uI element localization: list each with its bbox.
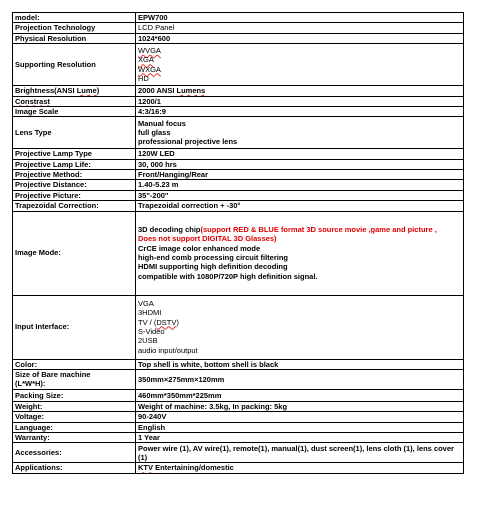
row-value: Front/Hanging/Rear bbox=[136, 170, 464, 180]
row-label: Supporting Resolution bbox=[13, 44, 136, 86]
row-label: Lens Type bbox=[13, 117, 136, 149]
row-label: model: bbox=[13, 13, 136, 23]
row-label: Physical Resolution bbox=[13, 33, 136, 43]
row-value: KTV Entertaining/domestic bbox=[136, 463, 464, 473]
row-label: Image Scale bbox=[13, 106, 136, 116]
row-value: 1.40-5.23 m bbox=[136, 180, 464, 190]
table-row bbox=[13, 295, 464, 359]
row-label: Projective Distance: bbox=[13, 180, 136, 190]
table-row bbox=[13, 211, 464, 295]
row-value: 90-240V bbox=[136, 412, 464, 422]
row-value: 2000 ANSI Lumens bbox=[136, 86, 464, 96]
table-row bbox=[13, 86, 464, 96]
row-value: 35"-200" bbox=[136, 190, 464, 200]
resolution-item: HD bbox=[138, 74, 149, 83]
row-label: Image Mode: bbox=[13, 211, 136, 295]
table-row bbox=[13, 201, 464, 211]
spec-sheet bbox=[12, 12, 464, 474]
table-row bbox=[13, 44, 464, 86]
table-row bbox=[13, 359, 464, 369]
row-label: Trapezoidal Correction: bbox=[13, 201, 136, 211]
table-row bbox=[13, 159, 464, 169]
table-row bbox=[13, 401, 464, 411]
row-value bbox=[136, 44, 464, 86]
row-value: Manual focus full glass professional projective lens bbox=[136, 117, 464, 149]
table-row bbox=[13, 96, 464, 106]
row-label: Constrast bbox=[13, 96, 136, 106]
row-label: Input Interface: bbox=[13, 295, 136, 359]
row-label: Brightness(ANSI Lume) bbox=[13, 86, 136, 96]
table-row bbox=[13, 412, 464, 422]
row-value: VGA 3HDMI TV / (DSTV) S-Video 2USB audio input/output bbox=[136, 295, 464, 359]
table-row bbox=[13, 170, 464, 180]
row-value: 4:3/16:9 bbox=[136, 106, 464, 116]
row-value: 120W LED bbox=[136, 149, 464, 159]
row-value: English bbox=[136, 422, 464, 432]
row-label: Color: bbox=[13, 359, 136, 369]
row-label: Weight: bbox=[13, 401, 136, 411]
row-label: Packing Size: bbox=[13, 389, 136, 401]
row-label: Size of Bare machine (L*W*H): bbox=[13, 369, 136, 389]
row-label: Projection Technology bbox=[13, 23, 136, 33]
table-row bbox=[13, 180, 464, 190]
row-value: 350mm×275mm×120mm bbox=[136, 369, 464, 389]
row-value: Trapezoidal correction + -30° bbox=[136, 201, 464, 211]
row-value: 1024*600 bbox=[136, 33, 464, 43]
row-value: 3D decoding chip(support RED & BLUE format 3D source movie ,game and picture , Does not support DIGITAL 3D Glasses) CrCE image color enhanced mode high-end comb processing circuit filtering HDMI supporting high definition decoding compatible with 1080P/720P high definition signal. bbox=[136, 211, 464, 295]
table-row bbox=[13, 422, 464, 432]
table-row bbox=[13, 106, 464, 116]
resolution-item: WXGA bbox=[138, 64, 161, 74]
spec-table bbox=[12, 12, 464, 474]
row-value: 1200/1 bbox=[136, 96, 464, 106]
resolution-item: XGA bbox=[138, 55, 154, 65]
table-row bbox=[13, 117, 464, 149]
row-label: Accessories: bbox=[13, 443, 136, 463]
table-row bbox=[13, 463, 464, 473]
row-value: 1 Year bbox=[136, 433, 464, 443]
row-value: LCD Panel bbox=[136, 23, 464, 33]
row-value: Power wire (1), AV wire(1), remote(1), manual(1), dust screen(1), lens cloth (1), lens cover (1) bbox=[136, 443, 464, 463]
row-value: 460mm*350mm*225mm bbox=[136, 389, 464, 401]
table-row bbox=[13, 149, 464, 159]
table-row bbox=[13, 433, 464, 443]
table-row bbox=[13, 13, 464, 23]
row-value: Top shell is white, bottom shell is black bbox=[136, 359, 464, 369]
row-value: 30, 000 hrs bbox=[136, 159, 464, 169]
table-row bbox=[13, 33, 464, 43]
table-row bbox=[13, 369, 464, 389]
row-label: Voltage: bbox=[13, 412, 136, 422]
table-row bbox=[13, 389, 464, 401]
row-label: Applications: bbox=[13, 463, 136, 473]
row-label: Projective Lamp Type bbox=[13, 149, 136, 159]
table-row bbox=[13, 23, 464, 33]
resolution-item: WVGA bbox=[138, 45, 161, 55]
table-row bbox=[13, 190, 464, 200]
row-label: Warranty: bbox=[13, 433, 136, 443]
row-value: EPW700 bbox=[136, 13, 464, 23]
table-row bbox=[13, 443, 464, 463]
row-label: Projective Lamp Life: bbox=[13, 159, 136, 169]
row-label: Language: bbox=[13, 422, 136, 432]
row-label: Projective Picture: bbox=[13, 190, 136, 200]
row-value: Weight of machine: 3.5kg, In packing: 5kg bbox=[136, 401, 464, 411]
row-label: Projective Method: bbox=[13, 170, 136, 180]
